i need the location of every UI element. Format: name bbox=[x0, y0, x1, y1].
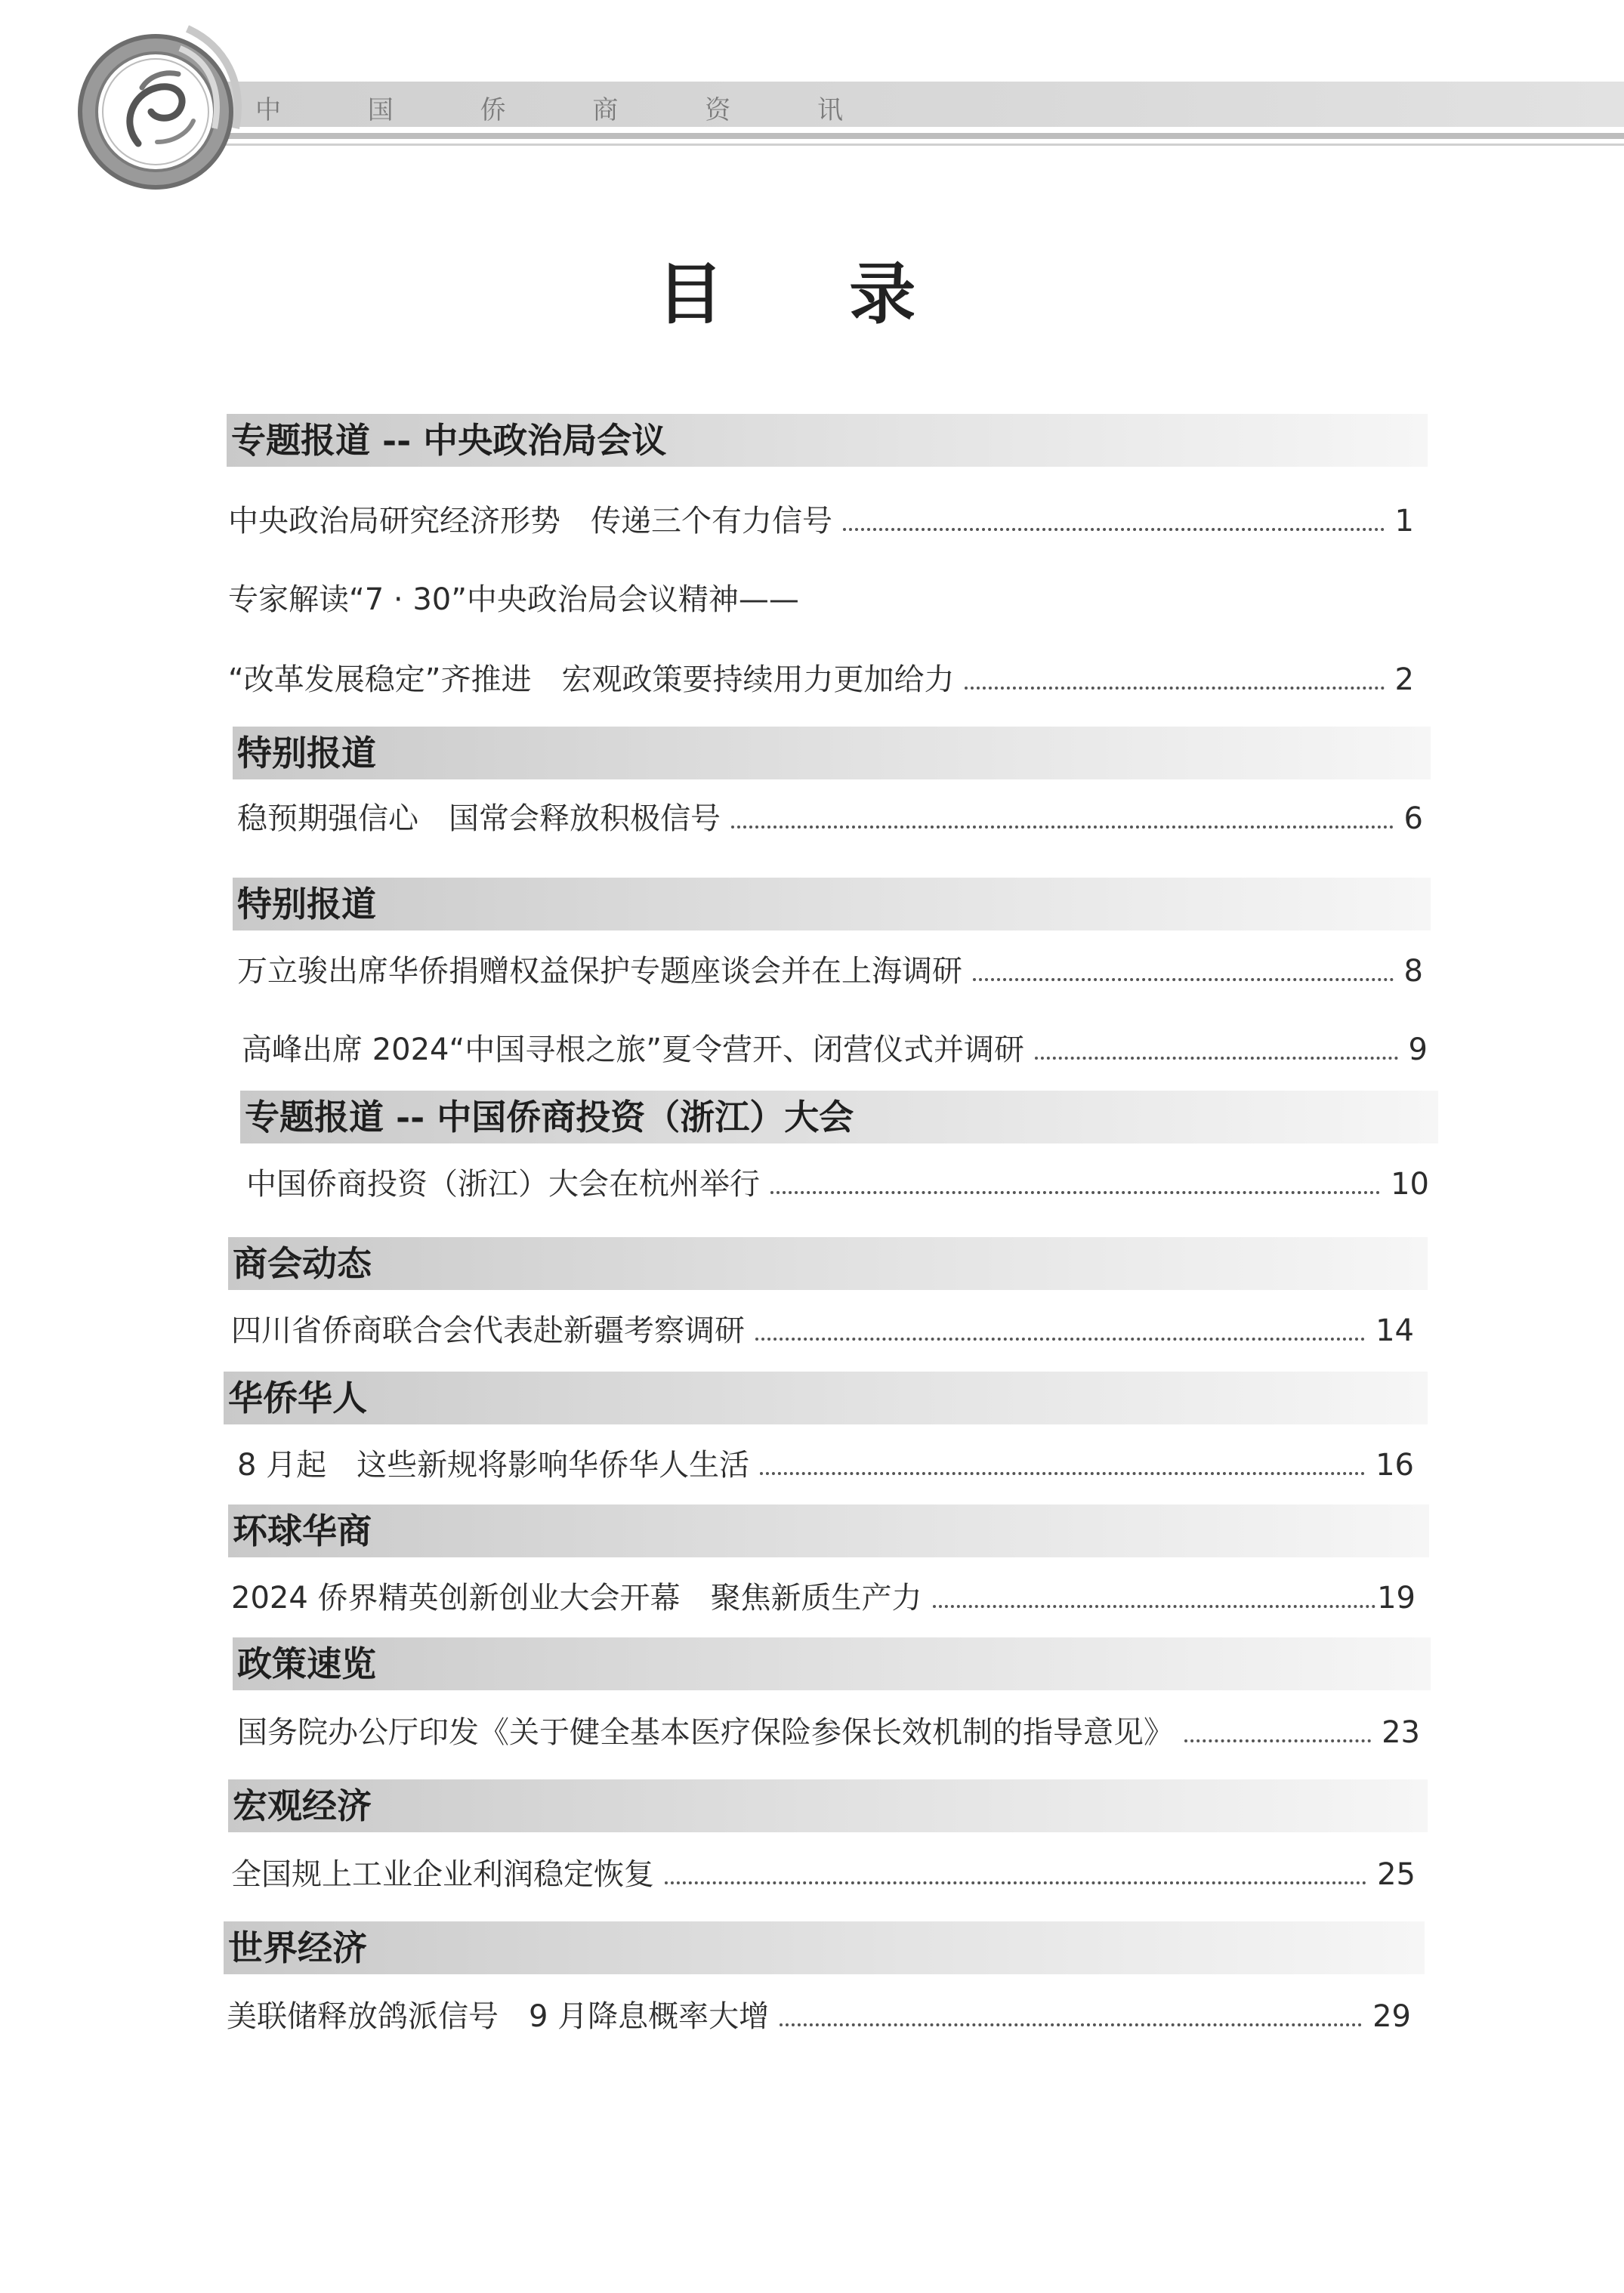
toc-entry[interactable] bbox=[228, 497, 1414, 542]
toc-entry[interactable] bbox=[231, 1850, 1416, 1896]
section-title-overseas-chinese: 华侨华人 bbox=[228, 1378, 367, 1418]
section-title-macro-economy: 宏观经济 bbox=[233, 1785, 372, 1826]
toc-entry-page: 2 bbox=[1394, 662, 1414, 697]
toc-entry[interactable] bbox=[246, 1160, 1429, 1205]
toc-entry-text: 国务院办公厅印发《关于健全基本医疗保险参保长效机制的指导意见》 bbox=[237, 1715, 1174, 1750]
leader-dots bbox=[843, 528, 1385, 531]
toc-entry-text: 四川省侨商联合会代表赴新疆考察调研 bbox=[231, 1313, 745, 1348]
toc-entry-text: 中央政治局研究经济形势 传递三个有力信号 bbox=[228, 504, 832, 539]
toc-entry[interactable] bbox=[228, 576, 799, 621]
leader-dots bbox=[665, 1881, 1366, 1884]
toc-entry-page: 6 bbox=[1403, 801, 1423, 836]
section-bar bbox=[228, 1504, 1429, 1557]
header-title: 中 国 侨 商 资 讯 bbox=[255, 95, 883, 125]
toc-entry-page: 19 bbox=[1377, 1581, 1416, 1616]
leader-dots bbox=[1035, 1057, 1398, 1060]
toc-entry[interactable] bbox=[227, 1992, 1411, 2038]
toc-entry[interactable] bbox=[231, 1574, 1416, 1619]
leader-dots bbox=[731, 826, 1394, 829]
toc-entry-text: 2024 侨界精英创新创业大会开幕 聚焦新质生产力 bbox=[231, 1581, 922, 1616]
toc-entry[interactable] bbox=[237, 947, 1423, 992]
toc-entry-page: 1 bbox=[1394, 504, 1414, 539]
section-bar bbox=[224, 1921, 1425, 1974]
section-title-global-chinese-business: 环球华商 bbox=[233, 1511, 372, 1551]
toc-entry-page: 29 bbox=[1372, 1999, 1411, 2034]
toc-entry-text: 稳预期强信心 国常会释放积极信号 bbox=[237, 801, 721, 836]
toc-entry-text: 美联储释放鸽派信号 9 月降息概率大增 bbox=[227, 1999, 770, 2034]
section-bar bbox=[233, 878, 1431, 930]
toc-entry-page: 14 bbox=[1375, 1313, 1414, 1348]
leader-dots bbox=[933, 1605, 1376, 1608]
toc-entry-page: 23 bbox=[1382, 1715, 1420, 1750]
section-bar bbox=[233, 1637, 1431, 1690]
section-title-special-report: 特别报道 bbox=[237, 733, 376, 773]
section-title-special-report-zhejiang: 专题报道 -- 中国侨商投资（浙江）大会 bbox=[245, 1097, 854, 1137]
toc-entry[interactable] bbox=[231, 1307, 1414, 1352]
toc-entry-text: 8 月起 这些新规将影响华侨华人生活 bbox=[237, 1448, 750, 1483]
header-rule-thin bbox=[219, 144, 1624, 146]
leader-dots bbox=[760, 1472, 1365, 1475]
toc-entry[interactable] bbox=[237, 795, 1423, 840]
page-title: 目 录 bbox=[656, 255, 968, 333]
section-title-special-report-politburo: 专题报道 -- 中央政治局会议 bbox=[231, 420, 667, 461]
toc-entry[interactable] bbox=[242, 1026, 1428, 1071]
section-title-policy-overview: 政策速览 bbox=[237, 1643, 376, 1684]
toc-entry-page: 25 bbox=[1377, 1857, 1416, 1892]
section-title-special-report: 特别报道 bbox=[237, 884, 376, 924]
toc-entry[interactable] bbox=[237, 1441, 1414, 1486]
toc-entry-page: 16 bbox=[1375, 1448, 1414, 1483]
header-rule bbox=[181, 133, 1624, 139]
section-title-chamber-news: 商会动态 bbox=[233, 1243, 372, 1284]
toc-entry-text: “改革发展稳定”齐推进 宏观政策要持续用力更加给力 bbox=[228, 662, 955, 697]
section-bar bbox=[228, 1779, 1428, 1832]
chamber-logo-icon bbox=[66, 15, 245, 193]
leader-dots bbox=[973, 978, 1394, 981]
section-bar bbox=[224, 1372, 1428, 1424]
toc-entry-text: 万立骏出席华侨捐赠权益保护专题座谈会并在上海调研 bbox=[237, 954, 962, 989]
leader-dots bbox=[755, 1338, 1365, 1341]
section-bar bbox=[228, 1237, 1428, 1290]
section-title-world-economy: 世界经济 bbox=[228, 1927, 367, 1968]
toc-entry[interactable] bbox=[228, 656, 1414, 701]
leader-dots bbox=[770, 1191, 1380, 1194]
toc-entry-text: 高峰出席 2024“中国寻根之旅”夏令营开、闭营仪式并调研 bbox=[242, 1032, 1024, 1067]
leader-dots bbox=[780, 2023, 1362, 2026]
toc-entry-text: 专家解读“7 · 30”中央政治局会议精神—— bbox=[228, 582, 799, 617]
section-bar bbox=[233, 727, 1431, 779]
leader-dots bbox=[1184, 1739, 1371, 1742]
toc-entry-text: 全国规上工业企业利润稳定恢复 bbox=[231, 1857, 654, 1892]
toc-entry-text: 中国侨商投资（浙江）大会在杭州举行 bbox=[246, 1167, 760, 1202]
toc-entry-page: 10 bbox=[1391, 1167, 1429, 1202]
toc-entry-page: 9 bbox=[1408, 1032, 1428, 1067]
toc-entry[interactable] bbox=[237, 1708, 1420, 1754]
leader-dots bbox=[965, 687, 1384, 690]
toc-entry-page: 8 bbox=[1403, 954, 1423, 989]
